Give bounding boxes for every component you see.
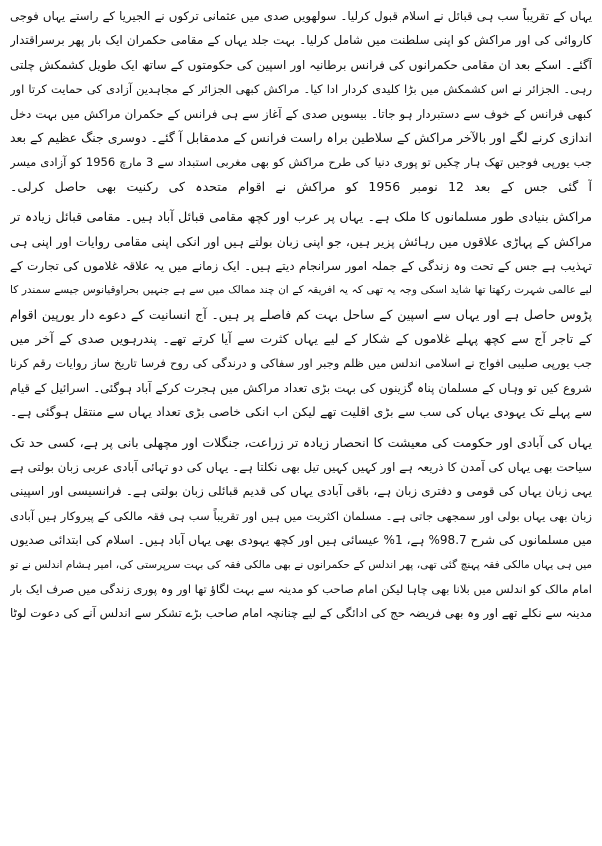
paragraph-history (10, 4, 592, 199)
text-line: کے تاجر آج سے کچھ پہلے غلاموں کے شکار کے لیے یہاں کثرت سے آیا کرتے تھے۔ پندرہویں صدی کے آخر میں (10, 331, 592, 347)
text-line: مراکش بنیادی طور مسلمانوں کا ملک ہے۔ یہاں پر عرب اور کچھ مقامی قبائل آباد ہیں۔ مقامی قبائل زیادہ تر (10, 209, 592, 225)
text-line: جب یورپی فوجیں تھک ہار چکیں تو پوری دنیا کی طرح مراکش کو بھی مغربی استبداد سے 3 مارچ 1956 کو آزادی میسر (10, 155, 592, 170)
paragraph-people (10, 205, 592, 425)
text-line: میں مسلمانوں کی شرح 98.7% ہے، 1% عیسائی ہیں اور کچھ یہودی بھی یہاں آباد ہیں۔ اسلام کی ابتدائی صدیوں (10, 533, 592, 548)
text-line: کاروائی کی اور مراکش کو اپنی سلطنت میں شامل کرلیا۔ بہت جلد یہاں کے مقامی حکمران ایک بار پھر برسراقتدار (10, 33, 592, 48)
text-line: آ گئی جس کے بعد 12 نومبر 1956 کو مراکش نے اقوام متحدہ کی رکنیت بھی حاصل کرلی۔ (10, 178, 592, 194)
paragraph-economy-religion (10, 431, 592, 626)
text-line: مراکش کے پہاڑی علاقوں میں رہائش پزیر ہیں، جو اپنی زبان بولتے ہیں اور انکی اپنی مقامی روایات اور اپنی ہی (10, 234, 592, 249)
text-line: سیاحت بھی یہاں کی آمدن کا ذریعہ ہے اور کہیں کہیں تیل بھی نکلتا ہے۔ یہاں کی دو تہائی آبادی عربی زبان بولتی ہے (10, 460, 592, 475)
text-line: یہاں کی آبادی اور حکومت کی معیشت کا انحصار زیادہ تر زراعت، جنگلات اور مچھلی بانی پر ہے، کسی حد تک (10, 434, 592, 450)
text-line: کبھی فرانس کے خوف سے دستبردار ہو جاتا۔ بیسویں صدی کے آغاز سے ہی فرانس کے حکمران مراکش میں بہت دخل (10, 106, 592, 121)
text-line: رہی۔ الجزائر نے اس کشمکش میں بڑا کلیدی کردار ادا کیا۔ مراکش کبھی الجزائر کے مجاہدین آزادی کی حمایت کرتا اور (10, 82, 592, 97)
text-line: تہذیب ہے جس کے تحت وہ زندگی کے جملہ امور سرانجام دیتے ہیں۔ ایک زمانے میں یہ علاقہ غلاموں کی تجارت کے (10, 258, 592, 273)
text-line: امام مالک کو اندلس میں بلانا بھی چاہا لیکن امام صاحب کو مدینہ سے بہت لگاؤ تھا اور وہ پوری زندگی میں صرف ایک بار (10, 581, 592, 596)
text-line: زبان بھی یہاں بولی اور سمجھی جاتی ہے۔ مسلمان اکثریت میں ہیں اور تقریباً سب ہی فقہ مالکی کے پیروکار ہیں آبادی (10, 508, 592, 523)
text-line: لیے عالمی شہرت رکھتا تھا شاید اسکی وجہ یہ تھی کہ یہ افریقہ کے ان چند ممالک میں سے ہے جنہیں بحراوقیانوس جیسے سمندر کا (10, 284, 592, 297)
text-line: جب یورپی صلیبی افواج نے اسلامی اندلس میں ظلم وجبر اور سفاکی و درندگی کی روح فرسا تاریخ ساز روایات رقم کرنا (10, 356, 592, 371)
text-line: سے پہلے تک یہودی یہاں کی سب سے بڑی اقلیت تھے لیکن اب انکی خاصی بڑی تعداد یہاں سے منتقل ہوگئی ہے۔ (10, 405, 592, 420)
text-line: میں ہی یہاں مالکی فقہ پہنچ گئی تھی، پھر اندلس کے حکمرانوں نے بھی مالکی فقہ کی بہت سرپرستی کی، امیر ہشام اندلس نے تو (10, 558, 592, 571)
text-line: مدینہ سے نکلے تھے اور وہ بھی فریضہ حج کی ادائگی کے لیے چنانچہ امام صاحب بڑے تشکر سے اندلس آنے کی دعوت لوٹا (10, 606, 592, 621)
text-line: شروع کیں تو وہاں کے مسلمان پناہ گزینوں کی بہت بڑی تعداد مراکش میں ہجرت کرکے آباد ہوگئی۔ اسرائیل کے قیام (10, 380, 592, 395)
text-line: اندازی کرنے لگے اور بالآخر مراکش کے سلاطین براہ راست فرانس کے مدمقابل آ گئے۔ دوسری جنگ عظیم کے بعد (10, 129, 592, 145)
text-line: یہی زبان یہاں کی قومی و دفتری زبان ہے، باقی آبادی یہاں کی قدیم قبائلی زبان بولتی ہے۔ فرانسیسی اور اسپینی (10, 484, 592, 499)
text-line: یہاں کے تقریباً سب ہی قبائل نے اسلام قبول کرلیا۔ سولھویں صدی میں عثمانی ترکوں نے الجیریا کے راستے یہاں فوجی (10, 9, 592, 23)
text-line: آگئے۔ اسکے بعد ان مقامی حکمرانوں کی فرانس برطانیہ اور اسپین کی حکومتوں کے ساتھ ایک طویل کشمکش چلتی (10, 57, 592, 72)
text-line: پڑوس حاصل ہے اور یہاں سے اسپین کے ساحل بہت کم فاصلے پر ہیں۔ آج انسانیت کے دعوے دار یورپین اقوام (10, 306, 592, 322)
